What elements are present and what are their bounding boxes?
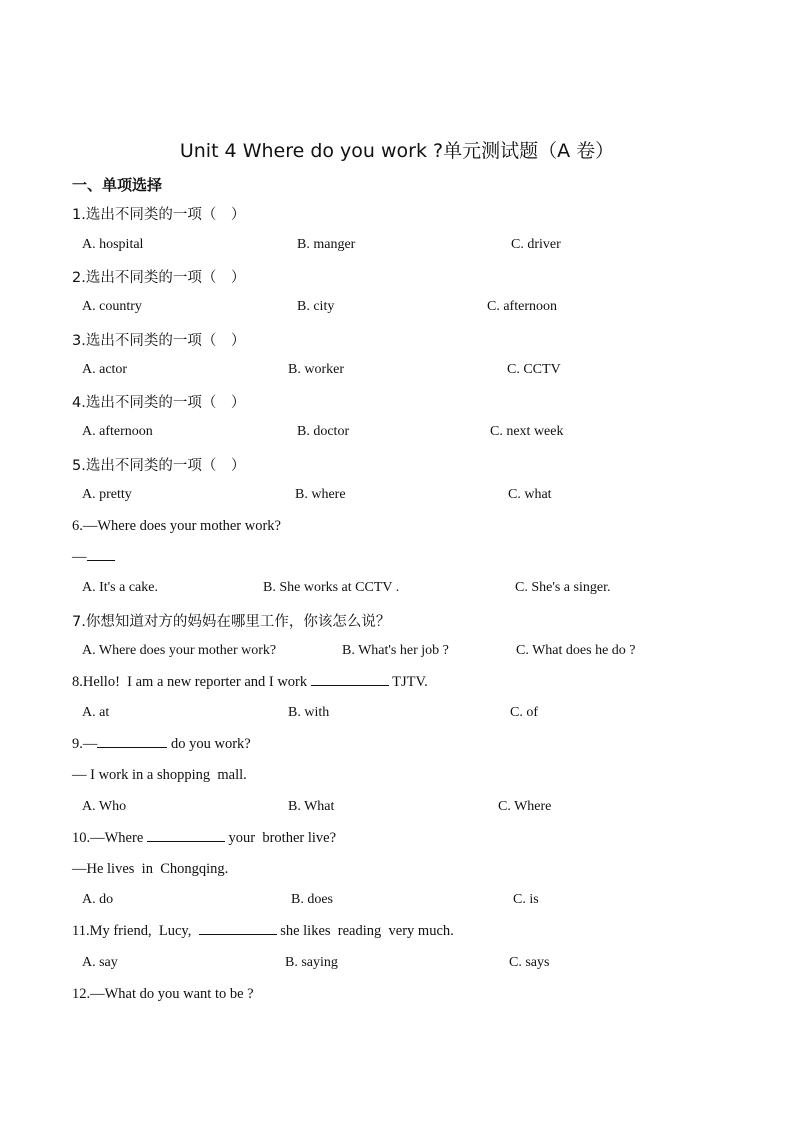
question-10-text-end: your brother live? — [224, 830, 337, 846]
option-9a: A. Who — [82, 799, 127, 814]
question-5: 5.选出不同类的一项（ ） — [72, 458, 246, 474]
answer-blank — [147, 840, 225, 842]
question-10 — [72, 830, 336, 847]
option-11a: A. say — [82, 955, 118, 970]
option-10b: B. does — [291, 892, 333, 907]
option-11b: B. saying — [285, 955, 338, 970]
answer-blank — [311, 684, 389, 686]
question-6: 6.—Where does your mother work? — [72, 518, 281, 534]
option-9b: B. What — [288, 799, 335, 814]
option-1c: C. driver — [511, 237, 561, 252]
question-4: 4.选出不同类的一项（ ） — [72, 395, 246, 411]
option-8c: C. of — [510, 705, 538, 720]
option-10c: C. is — [513, 892, 539, 907]
option-7b: B. What's her job ? — [342, 643, 449, 658]
question-9-text-start: 9.— — [72, 736, 98, 752]
option-1b: B. manger — [297, 237, 356, 252]
question-8-text-end: TJTV. — [388, 674, 428, 690]
section-heading: 一、单项选择 — [72, 176, 163, 194]
option-2a: A. country — [82, 299, 142, 314]
question-12: 12.—What do you want to be ? — [72, 986, 254, 1002]
question-1: 1.选出不同类的一项（ ） — [72, 207, 246, 223]
option-3a: A. actor — [82, 362, 128, 377]
option-7c: C. What does he do ? — [516, 643, 636, 658]
answer-dash: — — [72, 549, 87, 565]
answer-blank — [87, 559, 115, 561]
question-11 — [72, 923, 454, 940]
option-3c: C. CCTV — [507, 362, 561, 377]
question-6-answer-line — [72, 549, 115, 566]
option-6a: A. It's a cake. — [82, 580, 158, 595]
answer-blank — [199, 933, 277, 935]
question-10-text-start: 10.—Where — [72, 830, 147, 846]
question-10-reply: —He lives in Chongqing. — [72, 861, 229, 877]
question-2: 2.选出不同类的一项（ ） — [72, 270, 246, 286]
option-4b: B. doctor — [297, 424, 350, 439]
option-10a: A. do — [82, 892, 114, 907]
option-5a: A. pretty — [82, 487, 132, 502]
option-7a: A. Where does your mother work? — [82, 643, 277, 658]
option-5c: C. what — [508, 487, 552, 502]
question-9 — [72, 736, 251, 753]
question-8-text-start: 8.Hello! I am a new reporter and I work — [72, 674, 311, 690]
question-7: 7.你想知道对方的妈妈在哪里工作，你该怎么说？ — [72, 614, 391, 630]
option-1a: A. hospital — [82, 237, 144, 252]
option-2c: C. afternoon — [487, 299, 557, 314]
question-3: 3.选出不同类的一项（ ） — [72, 333, 246, 349]
option-8b: B. with — [288, 705, 330, 720]
page-title: Unit 4 Where do you work ?单元测试题（A 卷） — [179, 140, 615, 162]
answer-blank — [97, 746, 167, 748]
option-4a: A. afternoon — [82, 424, 153, 439]
option-4c: C. next week — [490, 424, 564, 439]
option-6c: C. She's a singer. — [515, 580, 611, 595]
option-9c: C. Where — [498, 799, 552, 814]
question-11-text-end: she likes reading very much. — [276, 923, 454, 939]
option-8a: A. at — [82, 705, 110, 720]
option-3b: B. worker — [288, 362, 344, 377]
option-6b: B. She works at CCTV . — [263, 580, 400, 595]
question-11-text-start: 11.My friend, Lucy, — [72, 923, 199, 939]
option-5b: B. where — [295, 487, 346, 502]
question-9-text-end: do you work? — [167, 736, 251, 752]
option-11c: C. says — [509, 955, 550, 970]
question-8 — [72, 674, 428, 691]
question-9-reply: — I work in a shopping mall. — [72, 767, 247, 783]
option-2b: B. city — [297, 299, 335, 314]
